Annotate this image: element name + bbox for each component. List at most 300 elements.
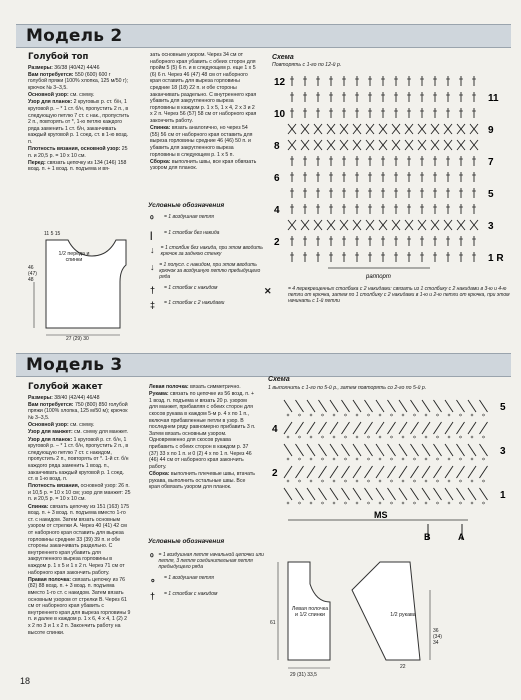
model3-stitch-mark	[319, 444, 327, 456]
model3-chain-mark	[437, 502, 439, 504]
model3-stitch-mark	[399, 444, 407, 456]
model3-row-number: 5	[500, 402, 506, 413]
model3-col1-paragraph-text: основной узор: 26 п. и 10,5 р. = 10 х 10 см; узор для манжет: 25 п. и 20,5 р. = 10 х 10 см.	[28, 483, 131, 503]
model3-stitch-mark	[284, 488, 292, 500]
model3-chain-mark	[391, 502, 393, 504]
model3-stitch-mark	[319, 400, 327, 412]
model3-header-bar	[16, 353, 511, 377]
model3-col1-paragraph-heading: Правая полочка:	[28, 576, 71, 583]
model3-col2-paragraph-heading: Рукава:	[149, 391, 169, 398]
model2-stitch-chart	[270, 72, 510, 282]
model2-col1-paragraph-heading: Основной узор:	[28, 92, 69, 99]
model3-ms-label: MS	[374, 510, 388, 520]
model2-col1-paragraph-heading: Размеры:	[28, 64, 53, 71]
model2-text-column-2	[150, 52, 258, 172]
model3-stitch-mark	[365, 444, 373, 456]
model3-stitch-mark	[353, 444, 361, 456]
model3-stitch-mark	[353, 488, 361, 500]
model3-chain-mark	[379, 436, 381, 438]
model3-stitch-mark	[434, 400, 442, 412]
model3-stitch-mark	[376, 444, 384, 456]
model3-chain-mark	[437, 480, 439, 482]
model3-chain-mark	[391, 480, 393, 482]
model2-diagram-label: 1/2 переда и спинки	[58, 251, 90, 263]
model2-legend-symbol-icon: ‡	[150, 300, 156, 310]
model3-stitch-mark	[399, 466, 407, 478]
model2-col1-paragraph	[28, 146, 130, 159]
model3-stitch-mark	[468, 444, 476, 456]
model3-chain-mark	[391, 458, 393, 460]
model3-chain-mark	[402, 502, 404, 504]
model3-chain-mark	[437, 436, 439, 438]
model3-stitch-mark	[411, 466, 419, 478]
model3-chain-mark	[333, 458, 335, 460]
model3-col1-paragraph-heading: Размеры:	[28, 394, 53, 401]
model3-chain-mark	[379, 414, 381, 416]
model2-legend-text: = 1 воздушная петля	[164, 214, 214, 220]
model3-chain-mark	[483, 436, 485, 438]
model2-row-number: 2	[274, 237, 280, 248]
model3-bottom-measure: 29 (31) 33,5	[290, 672, 317, 678]
model3-chain-mark	[356, 458, 358, 460]
model2-col1-paragraph-heading: Перед:	[28, 159, 46, 166]
model3-col1-paragraph	[28, 395, 131, 402]
model3-col1-paragraph	[28, 429, 131, 436]
model3-stitch-mark	[307, 466, 315, 478]
model3-stitch-mark	[445, 422, 453, 434]
model3-stitch-mark	[457, 400, 465, 412]
model3-stitch-mark	[296, 400, 304, 412]
model3-stitch-mark	[422, 400, 430, 412]
model3-chain-mark	[448, 480, 450, 482]
model2-row-number: 9	[488, 125, 494, 136]
model3-col1-paragraph	[28, 437, 131, 483]
model2-row-number: 11	[488, 93, 499, 104]
model3-chain-mark	[356, 480, 358, 482]
model3-stitch-mark	[388, 400, 396, 412]
model3-row-number: 3	[500, 446, 506, 457]
model3-chain-mark	[460, 436, 462, 438]
model3-stitch-mark	[353, 400, 361, 412]
model3-chain-mark	[391, 414, 393, 416]
model2-legend-symbol-icon: ↓	[150, 262, 155, 272]
model2-col1-paragraph-heading: Плотность вязания, основной узор:	[28, 146, 121, 153]
model2-col1-paragraph	[28, 99, 130, 145]
model3-chain-mark	[425, 458, 427, 460]
model2-col1-paragraph-text: см. схему.	[68, 92, 95, 99]
model3-col2-paragraph-heading: Сборка:	[149, 470, 170, 477]
model3-stitch-mark	[342, 488, 350, 500]
model2-row-number: 12	[274, 77, 286, 88]
model3-arrow-b-label: B	[424, 532, 431, 542]
model3-chain-mark	[345, 480, 347, 482]
model2-legend-text: = 1 столбик без накида	[164, 230, 220, 236]
model3-stitch-mark	[319, 422, 327, 434]
model3-stitch-mark	[399, 488, 407, 500]
model3-scheme-subtitle: 1 выполнить с 1-го по 5-й р., затем повторять со 2-го по 5-й р.	[268, 385, 427, 391]
model3-col2-paragraph-text: вязать симметрично.	[188, 384, 241, 390]
model3-stitch-mark	[365, 488, 373, 500]
model3-stitch-mark	[480, 466, 488, 478]
model3-chain-mark	[356, 414, 358, 416]
model3-col1-paragraph-text: 38/40 (42/44) 46/48	[52, 394, 100, 401]
model3-col2-paragraph	[149, 471, 257, 491]
model3-chain-mark	[437, 414, 439, 416]
model3-col1-paragraph-heading: Спинка:	[28, 503, 49, 510]
model3-stitch-mark	[307, 488, 315, 500]
model3-legend-title: Условные обозначения	[148, 538, 225, 545]
model3-left-measure: 61	[270, 620, 276, 626]
model3-chain-mark	[471, 458, 473, 460]
model3-stitch-mark	[422, 466, 430, 478]
model2-text-column-1	[28, 54, 130, 174]
model3-stitch-mark	[422, 444, 430, 456]
model3-chain-mark	[322, 414, 324, 416]
model3-title: Модель 3	[26, 355, 123, 375]
model3-row-number: 2	[272, 468, 278, 479]
model2-col1-paragraph-text: 25 п. и 20,5 р. = 10 х 10 см.	[28, 146, 128, 159]
model3-sleeve-bottom-measure: 22	[400, 664, 406, 670]
model2-row-number: 10	[274, 109, 286, 120]
model2-col2-paragraph-heading: Спинка:	[150, 125, 171, 132]
model3-stitch-mark	[388, 444, 396, 456]
model2-col1-paragraph	[28, 65, 130, 72]
model3-chain-mark	[414, 458, 416, 460]
model3-chain-mark	[368, 414, 370, 416]
model3-stitch-mark	[376, 422, 384, 434]
model2-measure-left: 46 (47) 48	[28, 265, 37, 283]
model2-col2-paragraph-heading: Сборка:	[150, 158, 171, 165]
model3-chain-mark	[299, 414, 301, 416]
model3-chain-mark	[460, 502, 462, 504]
model3-legend-item	[150, 552, 270, 570]
model3-stitch-mark	[284, 422, 292, 434]
model3-section-title: Голубой жакет	[28, 382, 103, 392]
model3-chain-mark	[310, 502, 312, 504]
model3-stitch-mark	[480, 422, 488, 434]
model3-chain-mark	[345, 458, 347, 460]
model2-col2-paragraph	[150, 159, 258, 172]
model2-legend-title: Условные обозначения	[148, 202, 225, 209]
model3-stitch-mark	[468, 466, 476, 478]
model3-chain-mark	[368, 458, 370, 460]
model3-chain-mark	[448, 458, 450, 460]
model2-col1-paragraph	[28, 160, 130, 173]
model3-chain-mark	[322, 458, 324, 460]
model3-scheme-title: Схема	[268, 376, 290, 383]
model3-col2-paragraph	[149, 384, 257, 391]
model2-row-number: 7	[488, 157, 494, 168]
model3-stitch-mark	[376, 466, 384, 478]
model2-scheme-subtitle: Повторять с 1-го по 12-й р.	[272, 62, 342, 68]
model3-stitch-mark	[284, 400, 292, 412]
model3-stitch-mark	[434, 488, 442, 500]
model2-row-number: 1 R	[488, 253, 504, 264]
model3-stitch-mark	[376, 488, 384, 500]
model3-chain-mark	[345, 502, 347, 504]
model3-chain-mark	[425, 502, 427, 504]
model3-stitch-mark	[422, 422, 430, 434]
model3-chain-mark	[345, 436, 347, 438]
model2-section-title: Голубой топ	[28, 52, 89, 62]
model3-chain-mark	[310, 414, 312, 416]
model2-legend-list	[150, 214, 270, 315]
model3-stitch-mark	[388, 488, 396, 500]
model3-chain-mark	[322, 480, 324, 482]
model3-left-diagram-label: Левая полочка и 1/2 спинки	[291, 606, 329, 618]
model3-chain-mark	[448, 436, 450, 438]
model3-legend-symbol-icon: ∘	[150, 575, 156, 585]
model3-chain-mark	[368, 436, 370, 438]
model3-col1-paragraph-heading: Узор для планок:	[28, 436, 73, 443]
model3-chain-mark	[471, 436, 473, 438]
model3-chain-mark	[379, 502, 381, 504]
model3-chain-mark	[402, 436, 404, 438]
model3-stitch-mark	[457, 466, 465, 478]
model3-stitch-mark	[296, 422, 304, 434]
model2-legend-item	[150, 214, 270, 225]
model3-chain-mark	[287, 480, 289, 482]
model3-chain-mark	[333, 414, 335, 416]
model3-stitch-mark	[468, 400, 476, 412]
model3-col2-paragraph-text: выполнить плечевые швы, втачать рукава, выполнить остальные швы. Все края обвязать узором для планок.	[149, 470, 256, 491]
model2-title: Модель 2	[26, 26, 123, 46]
model3-stitch-mark	[330, 422, 338, 434]
model3-stitch-mark	[434, 422, 442, 434]
model3-stitch-mark	[468, 488, 476, 500]
model3-stitch-mark	[411, 488, 419, 500]
model3-stitch-mark	[342, 466, 350, 478]
model3-stitch-mark	[353, 422, 361, 434]
model3-chain-mark	[402, 458, 404, 460]
model3-text-column-1	[28, 384, 131, 637]
model2-legend-symbol-icon: ↓	[150, 245, 155, 255]
model2-measure-bottom: 27 (29) 30	[66, 336, 89, 342]
model3-legend-symbol-icon: †	[150, 591, 156, 601]
model2-legend-text: = 1 столбик с накидом	[164, 285, 218, 291]
model3-stitch-mark	[445, 466, 453, 478]
model3-stitch-mark	[480, 488, 488, 500]
model3-legend-text: = 1 воздушная петля начальной цепочки или петля, 3 петля соединительная петля предыдущего ряда	[158, 552, 264, 570]
model3-col1-paragraph-text: см. схему.	[68, 422, 95, 429]
model3-chain-mark	[356, 436, 358, 438]
model3-text-column-2	[149, 384, 257, 491]
model3-stitch-mark	[411, 400, 419, 412]
model3-chain-mark	[368, 480, 370, 482]
model3-legend-text: = 1 столбик с накидом	[164, 591, 218, 597]
model3-chain-mark	[483, 502, 485, 504]
model3-legend-symbol-icon: ⁰	[150, 552, 154, 562]
model3-arrow-a-label: A	[458, 532, 465, 542]
model2-col2-paragraph-text: зать основным узором. Через 34 см от наборного края убавить с обеих сторон для пройм 5 (5) 6 п. и в следующем р. еще 1 х 5 (6) 6 п. Через 46 (47) 48 см от наборного края оставить для выреза горловины средние 18 (18) 22 п. и обе стороны заканчивать раздельно. С внутреннего края убавить для закругленного выреза горловины в каждом р. 1 х 5, 1 х 4, 2 х 3 и 2 х 2 п. Через 56 (57) 58 см от наборного края закончить работу.	[150, 52, 257, 124]
model3-chain-mark	[310, 436, 312, 438]
model3-stitch-mark	[376, 400, 384, 412]
model3-stitch-mark	[353, 466, 361, 478]
model2-legend-symbol-icon: |	[150, 230, 153, 240]
model3-chain-mark	[460, 480, 462, 482]
model2-legend-item	[150, 285, 270, 295]
model3-chain-mark	[425, 436, 427, 438]
model3-col2-paragraph-text: связать по цепочке из 56 возд. п. + 1 возд. п. подъема и вязать 20 р. узором для манжет, прибавляя с обеих сторон для скосов рукава в каждом 5-м р. 4 х по 1 п., включая прибавленные петли в узор. В последнем ряду равномерно прибавить 3 п. Затем вязать основным узором. Одновременно для скосов рукава прибавить с обеих сторон в каждом р. 37 (37) 33 х по 1 п. и 0 (2) 4 х по 1 п. Через 46 (46) 44 см от наборного края закончить работу.	[149, 391, 256, 470]
model3-stitch-mark	[342, 400, 350, 412]
model3-stitch-mark	[330, 400, 338, 412]
model3-col1-paragraph	[28, 504, 131, 577]
model2-legend-item	[150, 230, 270, 240]
model3-chain-mark	[368, 502, 370, 504]
model3-stitch-mark	[422, 488, 430, 500]
model3-stitch-mark	[434, 466, 442, 478]
model3-stitch-mark	[342, 444, 350, 456]
model3-stitch-mark	[319, 466, 327, 478]
model2-col2-paragraph	[150, 125, 258, 158]
model2-col1-paragraph-heading: Вам потребуется:	[28, 71, 74, 78]
model3-chain-mark	[471, 480, 473, 482]
model3-stitch-mark	[411, 444, 419, 456]
model2-row-number: 6	[274, 173, 280, 184]
model3-stitch-mark	[330, 466, 338, 478]
model3-chain-mark	[448, 414, 450, 416]
model2-row-number: 3	[488, 221, 494, 232]
model3-right-diagram-label: 1/2 рукава	[390, 612, 416, 618]
model3-chain-mark	[483, 480, 485, 482]
model3-stitch-mark	[434, 444, 442, 456]
model3-chain-mark	[425, 414, 427, 416]
model3-stitch-mark	[284, 466, 292, 478]
model3-chain-mark	[414, 414, 416, 416]
model3-chain-mark	[483, 458, 485, 460]
model3-chain-mark	[414, 502, 416, 504]
model3-chain-mark	[322, 436, 324, 438]
model2-cross-note: = 4 перекрещенных столбика с 2 накидами: связать из 1 столбику с 2 накидами в 3-ю и 4-ю петли от крючка, затем по 1 столбику с 2 накидами в 1-ю и 2-ю петли от крючка, при этом начинать с 1-й петли	[288, 286, 510, 304]
model3-stitch-mark	[342, 422, 350, 434]
model3-stitch-mark	[296, 488, 304, 500]
model3-stitch-mark	[365, 400, 373, 412]
model3-stitch-mark	[457, 422, 465, 434]
model3-col1-paragraph-text: 750 (800) 850 голубой пряжи (100% хлопка, 125 м/50 м); крючок № 3–3,5.	[28, 401, 128, 421]
model3-stitch-mark	[284, 444, 292, 456]
model3-chain-mark	[333, 436, 335, 438]
model3-chain-mark	[460, 414, 462, 416]
model3-chain-mark	[333, 502, 335, 504]
model3-chain-mark	[414, 436, 416, 438]
model2-legend-item	[150, 262, 270, 280]
model3-chain-mark	[299, 480, 301, 482]
model2-legend-item	[150, 245, 270, 257]
model3-stitch-mark	[307, 422, 315, 434]
model3-chain-mark	[333, 480, 335, 482]
model3-chain-mark	[322, 502, 324, 504]
model3-chain-mark	[356, 502, 358, 504]
model3-stitch-mark	[445, 488, 453, 500]
model3-chain-mark	[448, 502, 450, 504]
model3-chain-mark	[483, 414, 485, 416]
model3-stitch-mark	[319, 488, 327, 500]
model2-col2-paragraph-text: выполнить швы, все края обвязать узором для планок.	[150, 158, 257, 172]
model2-col2-paragraph-text: вязать аналогично, но через 54 (55) 56 см от наборного края оставить для выреза горловины средние 46 (46) 50 п. и убавить для закругленного выреза горловины в следующем р. 1 х 5 п.	[150, 125, 253, 158]
model3-chain-mark	[471, 502, 473, 504]
model3-stitch-mark	[330, 488, 338, 500]
model3-stitch-mark	[399, 400, 407, 412]
model3-stitch-mark	[307, 400, 315, 412]
model2-legend-symbol-icon: ⁰	[150, 214, 154, 224]
model3-chain-mark	[425, 480, 427, 482]
model3-chain-mark	[287, 502, 289, 504]
model3-col1-paragraph-text: см. схему для манжет.	[72, 429, 128, 436]
model2-legend-text: = 1 столбик без накида, при этом вводить крючок за заднюю стенку	[160, 245, 263, 257]
model2-header-bar	[16, 24, 511, 48]
model3-col1-paragraph-heading: Основной узор:	[28, 422, 69, 429]
model3-col2-paragraph	[149, 391, 257, 470]
model3-legend-item	[150, 591, 270, 601]
model3-row-number: 4	[272, 424, 278, 435]
model2-col1-paragraph-text: связать цепочку из 134 (146) 158 возд. п. + 1 возд. п. подъема и вя-	[28, 159, 127, 173]
model2-scheme-title: Схема	[272, 54, 294, 61]
model2-legend-text: = 1 столбик с 2 накидами	[164, 300, 225, 306]
model3-stitch-mark	[330, 444, 338, 456]
model3-chain-mark	[299, 436, 301, 438]
model3-row-number: 1	[500, 490, 506, 501]
model3-stitch-mark	[365, 422, 373, 434]
model3-stitch-mark	[457, 444, 465, 456]
model3-chain-mark	[402, 480, 404, 482]
model3-chain-mark	[437, 458, 439, 460]
model2-col2-paragraph	[150, 52, 258, 125]
model3-stitch-mark	[457, 488, 465, 500]
model3-stitch-mark	[445, 444, 453, 456]
model3-stitch-mark	[480, 400, 488, 412]
model3-stitch-mark	[296, 466, 304, 478]
model3-col1-paragraph-text: 1 круговой р. ст. б/н, 1 круговой р. – * 1 ст. б/н, пропустить 2 п., в следующую петлю 7 ст. с накидом, пропустить 2 п., повторять от *. 1-й ст. б/н каждого ряда заменить 1 возд. п., заканчивать каждый круговой р. 1 соед. ст. в 1-ю возд. п.	[28, 436, 129, 483]
model2-cross-symbol-icon: ✕	[264, 286, 272, 296]
model3-chain-mark	[310, 458, 312, 460]
model2-legend-symbol-icon: †	[150, 285, 156, 295]
model3-chain-mark	[345, 414, 347, 416]
model3-col1-paragraph	[28, 483, 131, 503]
page-number: 18	[20, 676, 31, 686]
model3-chain-mark	[287, 414, 289, 416]
model3-stitch-mark	[480, 444, 488, 456]
model2-col1-paragraph-heading: Узор для планок:	[28, 99, 73, 106]
model3-col1-paragraph-text: связать цепочку из 76 (82) 88 возд. п. + 3 возд. п. подъема вместо 1-го ст. с накидом. Затем вязать основным узором от стрелки В. Через 61 см от наборного края убавить с внутреннего края для выреза горловины 9 п. и далее в каждом р. 1 х 6, 4 х 4, 1 (2) 2 х 2 по 3 и 1 х 2 п. Закончить работу на высоте спинки.	[28, 576, 131, 636]
model3-stitch-mark	[399, 422, 407, 434]
model3-stitch-chart	[268, 394, 513, 544]
model3-chain-mark	[310, 480, 312, 482]
model2-col1-paragraph-text: 2 круговых р. ст. б/н, 1 круговой р. – * 1 ст. б/н, пропустить 2 п., в следующую петлю 7 ст. с нак., пропустить 2 п., повторять от *, 1-ю петлю каждого ряда заменить 1 ст. б/н, заканчивать каждый круговой р. 1 соед. ст. в 1-ю возд. п.	[28, 99, 130, 145]
model2-col1-paragraph	[28, 92, 130, 99]
model3-chain-mark	[287, 458, 289, 460]
model2-legend-item	[150, 300, 270, 310]
model3-col1-paragraph-heading: Узор для манжет:	[28, 429, 73, 436]
model3-right-measure: 36 (34) 34	[433, 628, 442, 646]
model3-chain-mark	[402, 414, 404, 416]
model3-col1-paragraph-heading: Плотность вязания,	[28, 483, 80, 490]
model3-chain-mark	[460, 458, 462, 460]
model2-measure-top: 11 5 15	[44, 231, 61, 237]
model3-chain-mark	[299, 502, 301, 504]
model3-chain-mark	[414, 480, 416, 482]
model3-col1-paragraph-heading: Вам потребуется:	[28, 401, 74, 408]
model3-stitch-mark	[411, 422, 419, 434]
model3-col1-paragraph	[28, 402, 131, 422]
model2-row-number: 4	[274, 205, 280, 216]
model3-legend-item	[150, 575, 270, 586]
model2-legend-text: = 1 полусл. с накидом, при этом вводить крючок за воздушную петлю предыдущего ряда	[159, 262, 261, 280]
model3-chain-mark	[391, 436, 393, 438]
model2-row-number: 5	[488, 189, 494, 200]
model3-chain-mark	[299, 458, 301, 460]
model3-legend-text: = 1 воздушная петля	[164, 575, 214, 581]
model3-chain-mark	[379, 480, 381, 482]
